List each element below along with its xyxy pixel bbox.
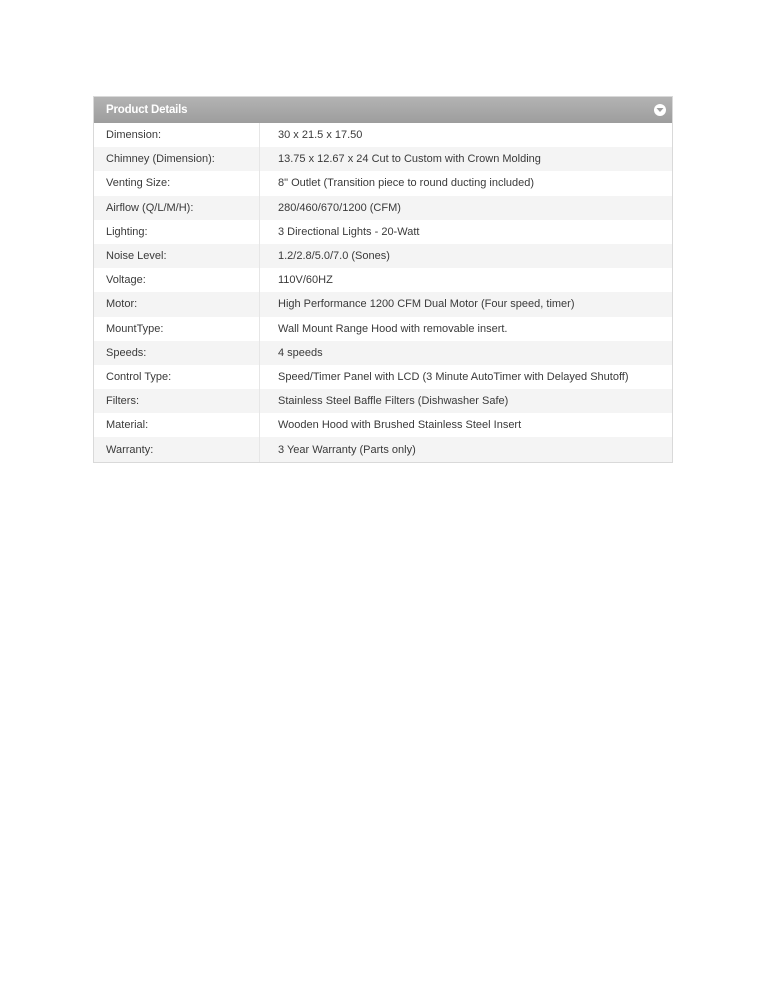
row-value: 3 Directional Lights - 20-Watt [278,225,420,238]
row-value: 3 Year Warranty (Parts only) [278,443,416,456]
table-row [94,317,672,341]
row-value: Wooden Hood with Brushed Stainless Steel Insert [278,419,522,432]
table-row [94,341,672,365]
product-details-panel [93,96,673,463]
row-value: Stainless Steel Baffle Filters (Dishwasher Safe) [278,395,509,408]
row-value: 13.75 x 12.67 x 24 Cut to Custom with Crown Molding [278,153,541,166]
table-row [94,437,672,461]
row-label: Filters: [94,389,260,413]
table-row [94,244,672,268]
row-value: 30 x 21.5 x 17.50 [278,129,363,142]
table-row [94,196,672,220]
row-value: 110V/60HZ [278,274,333,287]
row-label: MountType: [94,317,260,341]
row-label: Warranty: [94,437,260,461]
row-label: Chimney (Dimension): [94,147,260,171]
row-label: Voltage: [94,268,260,292]
table-row [94,365,672,389]
panel-title: Product Details [106,104,188,116]
row-label: Material: [94,413,260,437]
row-value: High Performance 1200 CFM Dual Motor (Four speed, timer) [278,298,575,311]
row-label: Venting Size: [94,171,260,195]
row-value: 8" Outlet (Transition piece to round ducting included) [278,177,535,190]
table-row [94,389,672,413]
table-row [94,171,672,195]
row-value: 4 speeds [278,346,323,359]
table-row [94,268,672,292]
table-row [94,220,672,244]
row-value: Wall Mount Range Hood with removable insert. [278,322,508,335]
row-label: Airflow (Q/L/M/H): [94,196,260,220]
row-label: Lighting: [94,220,260,244]
row-label: Dimension: [94,123,260,147]
chevron-down-icon[interactable] [654,104,666,116]
row-label: Noise Level: [94,244,260,268]
table-row [94,123,672,147]
details-table [94,123,672,462]
row-value: 1.2/2.8/5.0/7.0 (Sones) [278,250,390,263]
table-row [94,292,672,316]
row-value: 280/460/670/1200 (CFM) [278,201,401,214]
table-row [94,413,672,437]
table-row [94,147,672,171]
panel-header[interactable] [94,97,672,123]
row-label: Speeds: [94,341,260,365]
row-label: Motor: [94,292,260,316]
row-label: Control Type: [94,365,260,389]
row-value: Speed/Timer Panel with LCD (3 Minute AutoTimer with Delayed Shutoff) [278,370,629,383]
